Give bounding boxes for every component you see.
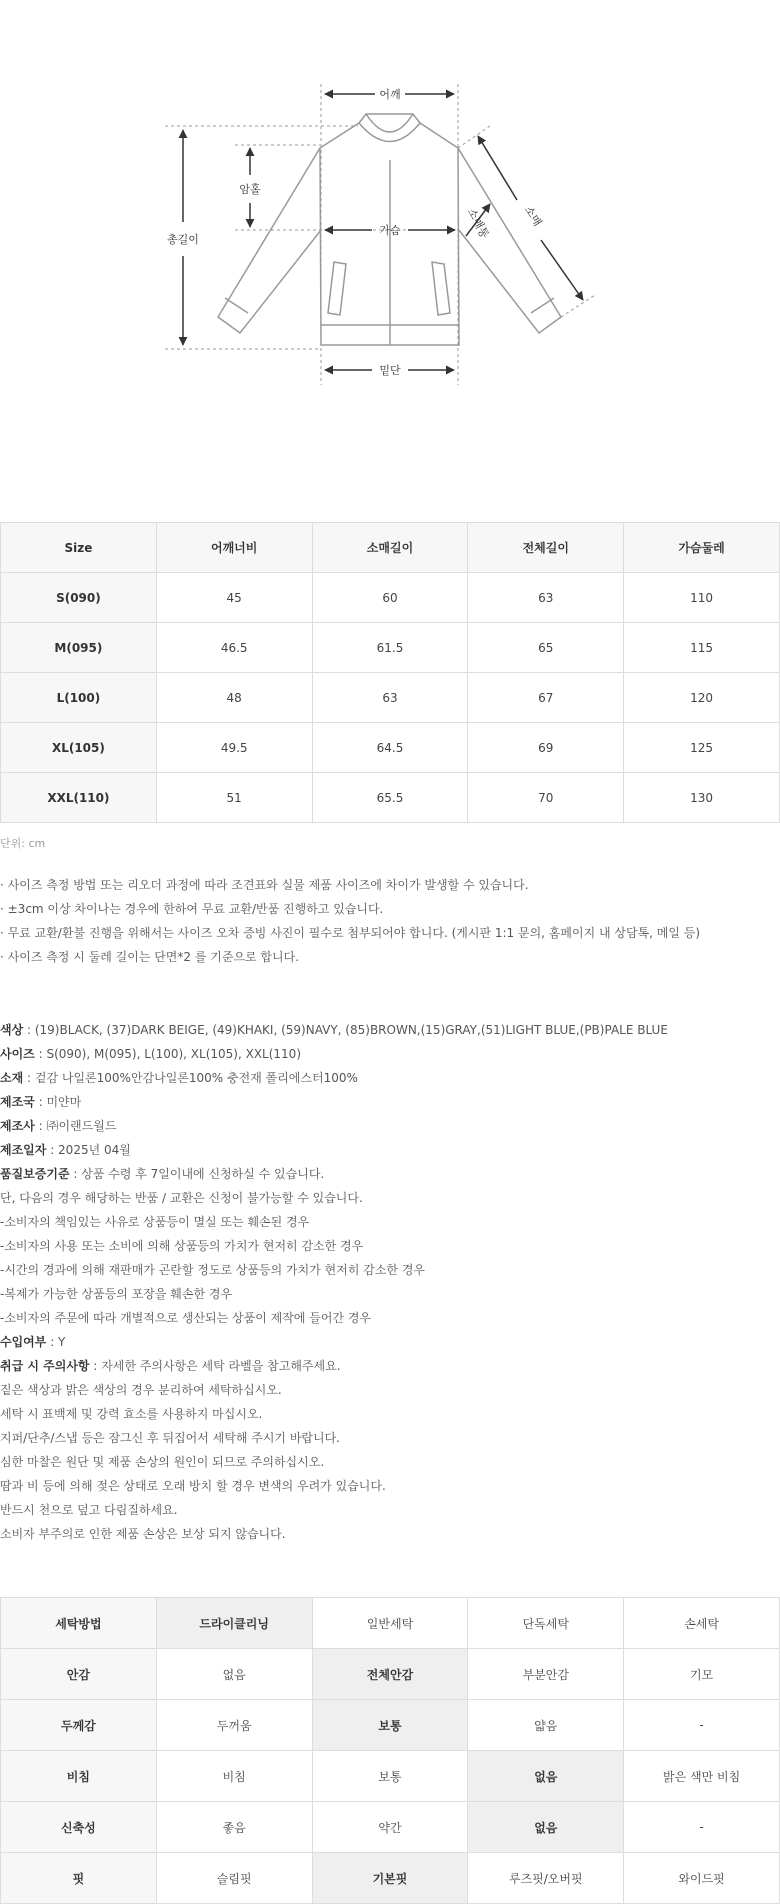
info-line — [0, 1402, 668, 1426]
table-row — [1, 773, 780, 823]
table-cell: 63 — [468, 573, 624, 623]
info-value: -소비자의 사용 또는 소비에 의해 상품등의 가치가 현저히 감소한 경우 — [0, 1239, 364, 1253]
size-diagram — [0, 0, 780, 420]
table-cell: 120 — [624, 673, 780, 723]
info-key: 제조일자 — [0, 1143, 47, 1157]
info-line — [0, 1066, 668, 1090]
table-cell: 130 — [624, 773, 780, 823]
table-cell: 49.5 — [156, 723, 312, 773]
care-option-selected: 전체안감 — [312, 1649, 468, 1700]
info-line — [0, 1258, 668, 1282]
care-row-label: 신축성 — [1, 1802, 157, 1853]
label-hem: 밑단 — [379, 364, 401, 377]
info-key: 수입여부 — [0, 1335, 47, 1349]
care-option: - — [624, 1700, 780, 1751]
info-line — [0, 1450, 668, 1474]
care-option: 슬림핏 — [156, 1853, 312, 1904]
size-table-header: 어깨너비 — [156, 523, 312, 573]
table-cell: 48 — [156, 673, 312, 723]
care-option: 얇음 — [468, 1700, 624, 1751]
table-cell: 51 — [156, 773, 312, 823]
size-table-header: Size — [1, 523, 157, 573]
table-cell: 65 — [468, 623, 624, 673]
care-option-selected: 없음 — [468, 1802, 624, 1853]
label-sleeve-length: 소매 — [521, 203, 545, 229]
note-item: · 무료 교환/환불 진행을 위해서는 사이즈 오차 증빙 사진이 필수로 첨부되어야 합니다. (게시판 1:1 문의, 홈페이지 내 상담톡, 메일 등) — [0, 926, 701, 940]
info-value: 반드시 천으로 덮고 다림질하세요. — [0, 1503, 178, 1517]
note-item: · 사이즈 측정 방법 또는 리오더 과정에 따라 조견표와 실물 제품 사이즈에 차이가 발생할 수 있습니다. — [0, 878, 529, 892]
table-cell: 45 — [156, 573, 312, 623]
size-table — [0, 522, 780, 823]
info-value: 지퍼/단추/스냅 등은 잠그신 후 뒤집어서 세탁해 주시기 바랍니다. — [0, 1431, 340, 1445]
care-option: 약간 — [312, 1802, 468, 1853]
info-line — [0, 1234, 668, 1258]
note-item: · 사이즈 측정 시 둘레 길이는 단면*2 를 기준으로 합니다. — [0, 950, 300, 964]
care-option-selected: 기본핏 — [312, 1853, 468, 1904]
table-row — [1, 623, 780, 673]
care-option: 좋음 — [156, 1802, 312, 1853]
info-value: 심한 마찰은 원단 및 제품 손상의 원인이 되므로 주의하십시오. — [0, 1455, 325, 1469]
table-row — [1, 573, 780, 623]
info-value: : ㈜이랜드월드 — [34, 1119, 117, 1133]
info-value: 세탁 시 표백제 및 강력 효소를 사용하지 마십시오. — [0, 1407, 263, 1421]
info-value: : S(090), M(095), L(100), XL(105), XXL(110) — [34, 1047, 301, 1061]
info-line — [0, 1018, 668, 1042]
info-key: 제조국 — [0, 1095, 35, 1109]
label-shoulder: 어깨 — [379, 88, 401, 101]
info-line — [0, 1138, 668, 1162]
care-row — [1, 1853, 780, 1904]
label-armhole: 암홀 — [239, 183, 261, 196]
info-value: : 상품 수령 후 7일이내에 신청하실 수 있습니다. — [69, 1167, 325, 1181]
size-cell: S(090) — [1, 573, 157, 623]
table-cell: 115 — [624, 623, 780, 673]
info-line — [0, 1426, 668, 1450]
care-option-selected: 보통 — [312, 1700, 468, 1751]
size-table-header-row — [1, 523, 780, 573]
info-value: 땀과 비 등에 의해 젖은 상태로 오래 방치 할 경우 변색의 우려가 있습니다. — [0, 1479, 386, 1493]
table-cell: 60 — [312, 573, 468, 623]
table-cell: 63 — [312, 673, 468, 723]
info-line — [0, 1090, 668, 1114]
care-option: 손세탁 — [624, 1598, 780, 1649]
info-key: 제조사 — [0, 1119, 35, 1133]
info-line — [0, 1522, 668, 1546]
care-option: 두꺼움 — [156, 1700, 312, 1751]
info-line — [0, 1354, 668, 1378]
care-option-selected: 드라이클리닝 — [156, 1598, 312, 1649]
info-value: : Y — [46, 1335, 66, 1349]
info-line — [0, 1114, 668, 1138]
care-row-label: 세탁방법 — [1, 1598, 157, 1649]
care-table — [0, 1597, 780, 1904]
product-info — [0, 1018, 668, 1546]
care-option: 밝은 색만 비침 — [624, 1751, 780, 1802]
table-cell: 69 — [468, 723, 624, 773]
care-option: 비침 — [156, 1751, 312, 1802]
care-row — [1, 1802, 780, 1853]
info-line — [0, 1474, 668, 1498]
care-row — [1, 1598, 780, 1649]
label-total-length: 총길이 — [167, 233, 199, 246]
size-cell: L(100) — [1, 673, 157, 723]
info-value: -소비자의 주문에 따라 개별적으로 생산되는 상품이 제작에 들어간 경우 — [0, 1311, 372, 1325]
size-table-header: 소매길이 — [312, 523, 468, 573]
table-cell: 46.5 — [156, 623, 312, 673]
table-cell: 64.5 — [312, 723, 468, 773]
size-cell: XXL(110) — [1, 773, 157, 823]
note-item: · ±3cm 이상 차이나는 경우에 한하여 무료 교환/반품 진행하고 있습니다. — [0, 902, 384, 916]
info-value: : (19)BLACK, (37)DARK BEIGE, (49)KHAKI, (59)NAVY, (85)BROWN,(15)GRAY,(51)LIGHT BLUE,(PB)PALE BLUE — [23, 1023, 668, 1037]
info-value: 소비자 부주의로 인한 제품 손상은 보상 되지 않습니다. — [0, 1527, 286, 1541]
care-row-label: 비침 — [1, 1751, 157, 1802]
info-line — [0, 1330, 668, 1354]
info-line — [0, 1378, 668, 1402]
size-notes — [0, 873, 700, 969]
care-row — [1, 1751, 780, 1802]
table-cell: 65.5 — [312, 773, 468, 823]
size-cell: M(095) — [1, 623, 157, 673]
info-value: -시간의 경과에 의해 재판매가 곤란할 정도로 상품등의 가치가 현저히 감소한 경우 — [0, 1263, 426, 1277]
care-option: 부분안감 — [468, 1649, 624, 1700]
info-line — [0, 1210, 668, 1234]
info-line — [0, 1282, 668, 1306]
info-value: : 자세한 주의사항은 세탁 라벨을 참고해주세요. — [89, 1359, 341, 1373]
info-value: : 겉감 나일론100%안감나일론100% 충전재 폴리에스터100% — [23, 1071, 358, 1085]
care-option: - — [624, 1802, 780, 1853]
care-option: 루즈핏/오버핏 — [468, 1853, 624, 1904]
care-option: 와이드핏 — [624, 1853, 780, 1904]
care-option-selected: 없음 — [468, 1751, 624, 1802]
info-key: 품질보증기준 — [0, 1167, 70, 1181]
info-key: 취급 시 주의사항 — [0, 1359, 90, 1373]
info-line — [0, 1162, 668, 1186]
info-line — [0, 1498, 668, 1522]
info-key: 사이즈 — [0, 1047, 35, 1061]
care-option: 기모 — [624, 1649, 780, 1700]
table-cell: 61.5 — [312, 623, 468, 673]
care-row — [1, 1649, 780, 1700]
info-value: : 미얀마 — [34, 1095, 82, 1109]
table-cell: 67 — [468, 673, 624, 723]
care-option: 일반세탁 — [312, 1598, 468, 1649]
info-key: 소재 — [0, 1071, 24, 1085]
info-value: 짙은 색상과 밝은 색상의 경우 분리하여 세탁하십시오. — [0, 1383, 282, 1397]
care-row-label: 핏 — [1, 1853, 157, 1904]
info-value: -소비자의 책임있는 사유로 상품등이 멸실 또는 훼손된 경우 — [0, 1215, 310, 1229]
care-option: 보통 — [312, 1751, 468, 1802]
size-table-header: 전체길이 — [468, 523, 624, 573]
info-key: 색상 — [0, 1023, 24, 1037]
care-row — [1, 1700, 780, 1751]
table-cell: 110 — [624, 573, 780, 623]
care-option: 단독세탁 — [468, 1598, 624, 1649]
size-table-header: 가슴둘레 — [624, 523, 780, 573]
care-row-label: 두께감 — [1, 1700, 157, 1751]
size-cell: XL(105) — [1, 723, 157, 773]
care-option: 없음 — [156, 1649, 312, 1700]
info-value: : 2025년 04월 — [46, 1143, 131, 1157]
info-line — [0, 1306, 668, 1330]
table-row — [1, 723, 780, 773]
care-row-label: 안감 — [1, 1649, 157, 1700]
info-value: -복제가 가능한 상품등의 포장을 훼손한 경우 — [0, 1287, 233, 1301]
info-line — [0, 1042, 668, 1066]
table-row — [1, 673, 780, 723]
unit-label: 단위: cm — [0, 837, 46, 850]
label-sleeve-width: 소매통 — [464, 206, 492, 241]
label-chest: 가슴 — [379, 224, 401, 237]
table-cell: 70 — [468, 773, 624, 823]
table-cell: 125 — [624, 723, 780, 773]
info-line — [0, 1186, 668, 1210]
info-value: 단, 다음의 경우 해당하는 반품 / 교환은 신청이 불가능할 수 있습니다. — [0, 1191, 363, 1205]
